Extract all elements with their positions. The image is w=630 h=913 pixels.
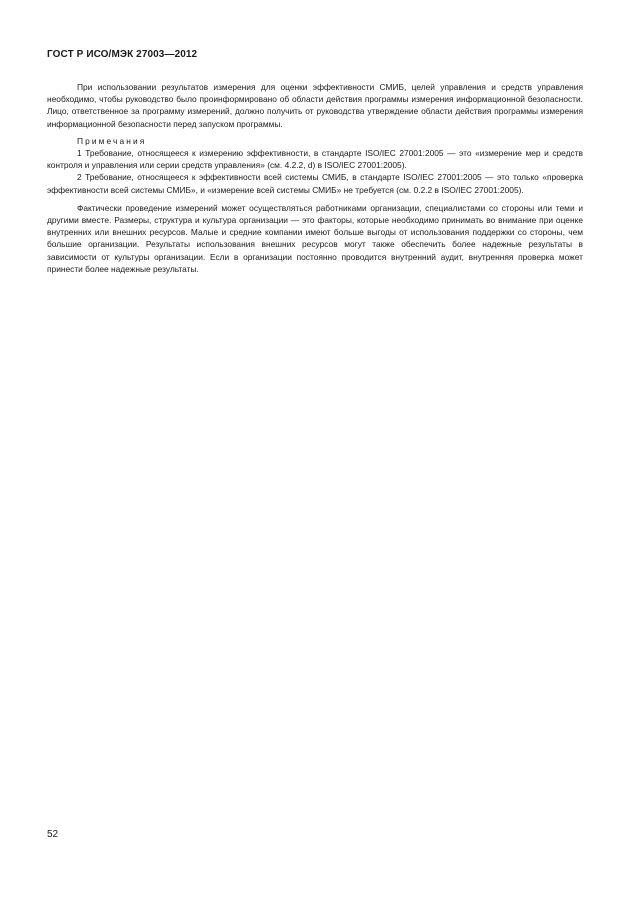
document-header: ГОСТ Р ИСО/МЭК 27003—2012 — [47, 49, 198, 60]
document-body — [47, 81, 583, 275]
note-2: 2 Требование, относящееся к эффективности всей системы СМИБ, в стандарте ISO/IEC 27001:2005 — это только «проверка эффективности всей системы СМИБ», и «измерение всей системы СМИБ» не требуется (см. 0.2.2 в ISO/IEC 27001:2005). — [47, 172, 583, 195]
paragraph-measurement-scope: При использовании результатов измерения для оценки эффективности СМИБ, целей управления и средств управления необходимо, чтобы руководство было проинформировано об области действия программы измерения информационной безопасности. Лицо, ответственное за программу измерений, должно получить от руководства утверждение области действия программы измерения информационной безопасности перед запуском программы. — [47, 82, 583, 129]
page-number: 52 — [47, 829, 59, 840]
note-1: 1 Требование, относящееся к измерению эффективности, в стандарте ISO/IEC 27001:2005 — это «измерение мер и средств контроля и управления или серии средств управления» (см. 4.2.2, d) в ISO/IEC 27001:2005). — [47, 148, 583, 171]
paragraph-measurement-execution: Фактически проведение измерений может осуществляться работниками организации, специалистами со стороны или теми и другими вместе. Размеры, структура и культура организации — это факторы, которые необходимо принимать во внимание при оценке внутренних или внешних ресурсов. Малые и средние компании имеют больше выгоды от использования поддержки со стороны, чем большие организации. Результаты использования внешних ресурсов могут также обеспечить более надежные результаты в зависимости от культуры организации. Если в организации постоянно проводится внутренний аудит, внутренняя проверка может принести более надежные результаты. — [47, 202, 583, 274]
notes-heading: Примечания — [77, 135, 147, 146]
